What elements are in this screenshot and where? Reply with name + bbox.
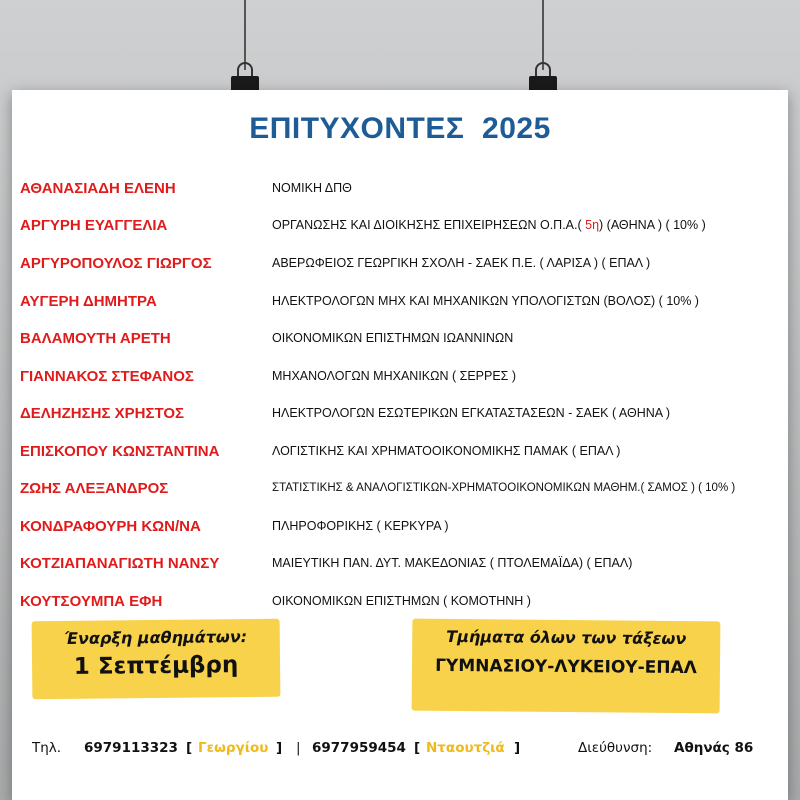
student-name: ΑΘΑΝΑΣΙΑΔΗ ΕΛΕΝΗ — [20, 180, 176, 197]
separator: | — [296, 740, 301, 756]
student-school: ΝΟΜΙΚΗ ΔΠΘ — [272, 181, 352, 195]
student-row — [12, 547, 788, 583]
student-row — [12, 397, 788, 433]
student-name: ΕΠΙΣΚΟΠΟΥ ΚΩΝΣΤΑΝΤΙΝΑ — [20, 443, 220, 460]
student-row — [12, 585, 788, 621]
address-value: Αθηνάς 86 — [674, 740, 754, 756]
classes-banner — [412, 619, 721, 714]
student-row — [12, 209, 788, 245]
student-name: ΒΑΛΑΜΟΥΤΗ ΑΡΕΤΗ — [20, 330, 171, 347]
student-row — [12, 322, 788, 358]
student-school: ΛΟΓΙΣΤΙΚΗΣ ΚΑΙ ΧΡΗΜΑΤΟΟΙΚΟΝΟΜΙΚΗΣ ΠΑΜΑΚ ( ΕΠΑΛ ) — [272, 444, 621, 458]
start-date-value: 1 Σεπτέμβρη — [73, 652, 239, 680]
contact-name: Γεωργίου — [198, 740, 269, 756]
hanging-wire-right — [542, 0, 544, 70]
student-row — [12, 247, 788, 283]
student-name: ΑΡΓΥΡΗ ΕΥΑΓΓΕΛΙΑ — [20, 217, 168, 234]
student-school: ΗΛΕΚΤΡΟΛΟΓΩΝ ΕΣΩΤΕΡΙΚΩΝ ΕΓΚΑΤΑΣΤΑΣΕΩΝ - ΣΑΕΚ ( ΑΘΗΝΑ ) — [272, 406, 671, 420]
bracket: [ — [186, 740, 193, 756]
student-name: ΚΟΝΔΡΑΦΟΥΡΗ ΚΩΝ/ΝΑ — [20, 518, 201, 535]
start-date-label: Έναρξη μαθημάτων: — [64, 627, 248, 648]
student-school: ΟΙΚΟΝΟΜΙΚΩΝ ΕΠΙΣΤΗΜΩΝ ( ΚΟΜΟΤΗΝΗ ) — [272, 594, 531, 608]
student-name: ΑΥΓΕΡΗ ΔΗΜΗΤΡΑ — [20, 293, 157, 310]
bracket: [ — [414, 740, 421, 756]
phone-number[interactable]: 6977959454 — [312, 740, 406, 756]
student-row — [12, 472, 788, 508]
student-school: ΜΗΧΑΝΟΛΟΓΩΝ ΜΗΧΑΝΙΚΩΝ ( ΣΕΡΡΕΣ ) — [272, 369, 517, 383]
student-school — [272, 218, 706, 232]
student-school: ΣΤΑΤΙΣΤΙΚΗΣ & ΑΝΑΛΟΓΙΣΤΙΚΩΝ-ΧΡΗΜΑΤΟΟΙΚΟΝΟΜΙΚΩΝ ΜΑΘΗΜ.( ΣΑΜΟΣ ) ( 10% ) — [272, 482, 736, 494]
classes-label: Τμήματα όλων των τάξεων — [446, 626, 687, 649]
student-row — [12, 510, 788, 546]
student-name: ΓΙΑΝΝΑΚΟΣ ΣΤΕΦΑΝΟΣ — [20, 368, 194, 385]
school-text: ΟΡΓΑΝΩΣΗΣ ΚΑΙ ΔΙΟΙΚΗΣΗΣ ΕΠΙΧΕΙΡΗΣΕΩΝ Ο.Π.Α.( — [272, 218, 582, 232]
bracket: ] — [514, 740, 521, 756]
student-name: ΑΡΓΥΡΟΠΟΥΛΟΣ ΓΙΩΡΓΟΣ — [20, 255, 212, 272]
contact-footer — [12, 740, 788, 764]
student-row — [12, 360, 788, 396]
student-school: ΜΑΙΕΥΤΙΚΗ ΠΑΝ. ΔΥΤ. ΜΑΚΕΔΟΝΙΑΣ ( ΠΤΟΛΕΜΑΪΔΑ) ( ΕΠΑΛ) — [272, 556, 633, 570]
classes-value: ΓΥΜΝΑΣΙΟΥ-ΛΥΚΕΙΟΥ-ΕΠΑΛ — [435, 655, 697, 679]
school-rank-highlight: 5η — [581, 218, 600, 232]
poster — [12, 90, 788, 800]
student-name: ΚΟΤΖΙΑΠΑΝΑΓΙΩΤΗ ΝΑΝΣΥ — [20, 555, 220, 572]
binder-clip-right — [529, 62, 557, 92]
tel-label: Τηλ. — [32, 740, 62, 756]
student-name: ΚΟΥΤΣΟΥΜΠΑ ΕΦΗ — [20, 593, 163, 610]
student-row — [12, 435, 788, 471]
contact-name: Νταουτζιά — [426, 740, 505, 756]
student-name: ΖΩΗΣ ΑΛΕΞΑΝΔΡΟΣ — [20, 480, 169, 497]
student-school: ΗΛΕΚΤΡΟΛΟΓΩΝ ΜΗΧ ΚΑΙ ΜΗΧΑΝΙΚΩΝ ΥΠΟΛΟΓΙΣΤΩΝ (ΒΟΛΟΣ) ( 10% ) — [272, 294, 699, 308]
address-label: Διεύθυνση: — [578, 740, 653, 756]
start-date-banner — [32, 619, 281, 700]
school-text: ) (ΑΘΗΝΑ ) ( 10% ) — [599, 218, 706, 232]
bracket: ] — [276, 740, 283, 756]
student-school: ΑΒΕΡΩΦΕΙΟΣ ΓΕΩΡΓΙΚΗ ΣΧΟΛΗ - ΣΑΕΚ Π.Ε. ( ΛΑΡΙΣΑ ) ( ΕΠΑΛ ) — [272, 256, 651, 270]
student-school: ΠΛΗΡΟΦΟΡΙΚΗΣ ( ΚΕΡΚΥΡΑ ) — [272, 519, 449, 533]
poster-title: ΕΠΙΤΥΧΟΝΤΕΣ 2025 — [249, 112, 551, 145]
student-row — [12, 285, 788, 321]
binder-clip-left — [231, 62, 259, 92]
hanging-wire-left — [244, 0, 246, 70]
student-school: ΟΙΚΟΝΟΜΙΚΩΝ ΕΠΙΣΤΗΜΩΝ ΙΩΑΝΝΙΝΩΝ — [272, 331, 514, 345]
student-row — [12, 172, 788, 208]
student-name: ΔΕΛΗΖΗΣΗΣ ΧΡΗΣΤΟΣ — [20, 405, 185, 422]
phone-number[interactable]: 6979113323 — [84, 740, 178, 756]
